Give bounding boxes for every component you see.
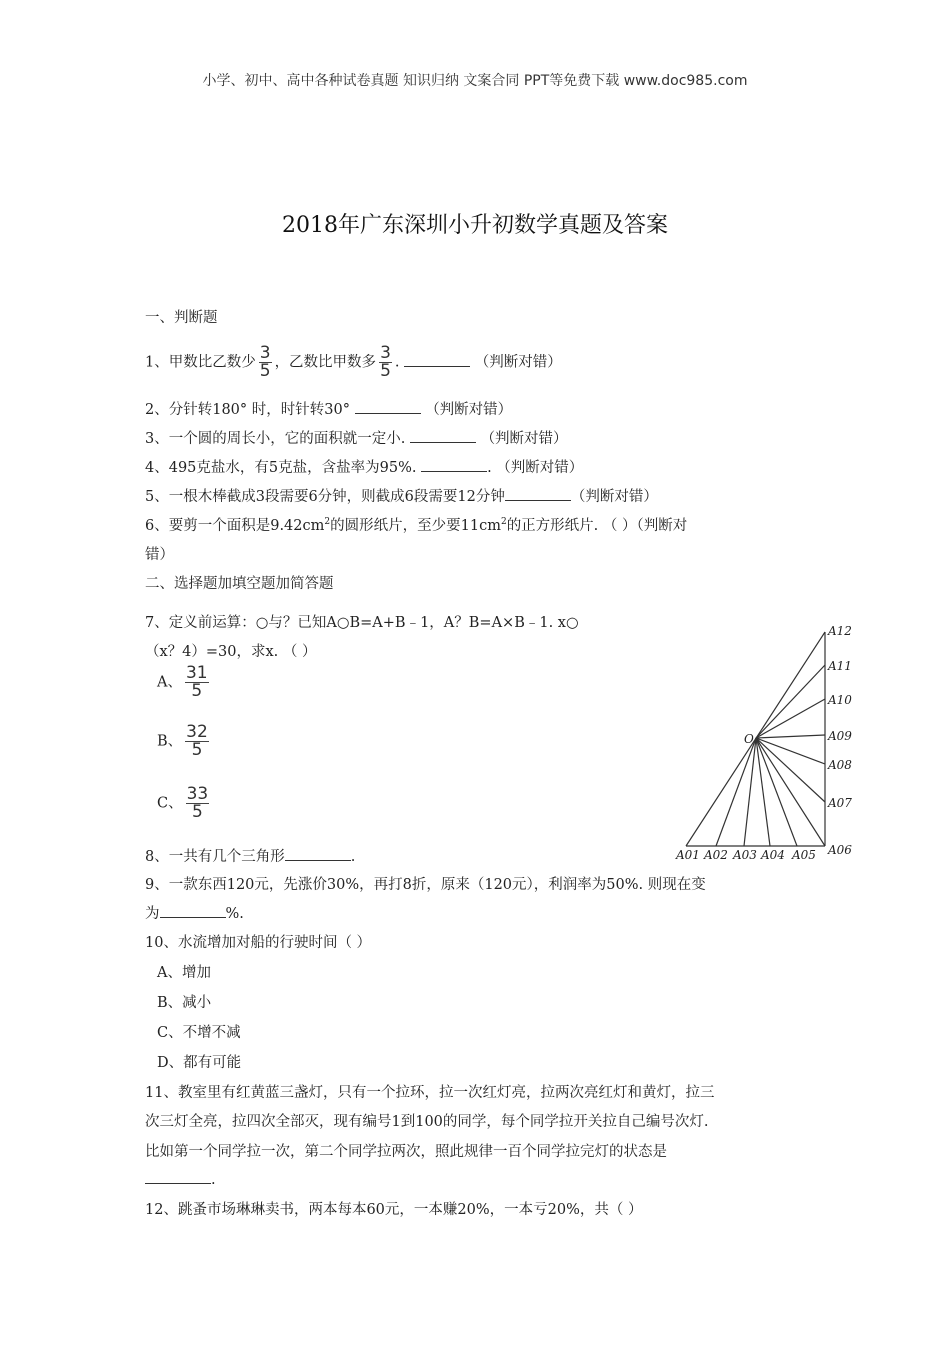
answer-blank[interactable] bbox=[285, 846, 351, 861]
question-2: 2、分针转180° 时，时针转30° （判断对错） bbox=[145, 398, 512, 419]
section-heading-2: 二、选择题加填空题加简答题 bbox=[145, 576, 334, 592]
fraction-3-5: $\frac{3}{5}$ bbox=[380, 343, 391, 381]
label-bottom: A05 bbox=[792, 848, 816, 862]
q7-option-c[interactable]: C、 $\frac{33}{5}$ bbox=[157, 784, 209, 822]
question-11-l2: 次三灯全亮，拉四次全部灭，现有编号1到100的同学，每个同学拉开关拉自己编号次灯. bbox=[145, 1114, 709, 1130]
question-10: 10、水流增加对船的行驶时间（ ） bbox=[145, 935, 372, 951]
question-11-l4: . bbox=[145, 1169, 216, 1188]
label-apex: O bbox=[744, 732, 754, 746]
label-right: A08 bbox=[828, 758, 852, 772]
figure-lines bbox=[686, 632, 825, 846]
question-5: 5、一根木棒截成3段需要6分钟，则截成6段需要12分钟 （判断对错） bbox=[145, 485, 658, 506]
fraction-3-5: $\frac{3}{5}$ bbox=[259, 343, 271, 381]
q10-option-d[interactable]: D、都有可能 bbox=[157, 1055, 242, 1071]
page-title: 2018年广东深圳小升初数学真题及答案 bbox=[282, 213, 668, 238]
q10-option-c[interactable]: C、不增不减 bbox=[157, 1025, 241, 1041]
question-6: 6、要剪一个面积是$9.42cm^2$的圆形纸片，至少要$11cm^2$的正方形纸片. （ ）（判断对 bbox=[145, 517, 688, 534]
question-6-cont: 错） bbox=[145, 547, 174, 563]
q10-option-a[interactable]: A、增加 bbox=[157, 965, 211, 981]
question-3: 3、一个圆的周长小，它的面积就一定小. （判断对错） bbox=[145, 427, 568, 448]
question-1: 1、甲数比乙数少 $\frac{3}{5}$ ，乙数比甲数多 $\frac{3}{5}$ . （判断对错） bbox=[145, 343, 562, 381]
label-right: A11 bbox=[828, 659, 852, 673]
page-header: 小学、初中、高中各种试卷真题 知识归纳 文案合同 PPT等免费下载 www.doc985.com bbox=[202, 73, 748, 89]
question-7-cont: （x？4）=30，求x. （ ） bbox=[145, 644, 317, 660]
question-7: 7、定义前运算：○与？已知A○B=A+B﹣1，A？B=A×B﹣1. x○ bbox=[145, 615, 579, 631]
label-bottom: A04 bbox=[761, 848, 785, 862]
label-bottom: A02 bbox=[704, 848, 728, 862]
question-4: 4、495克盐水，有5克盐，含盐率为95%. . （判断对错） bbox=[145, 456, 583, 477]
q7-option-a[interactable]: A、 $\frac{31}{5}$ bbox=[157, 663, 208, 701]
answer-blank[interactable] bbox=[145, 1169, 211, 1184]
answer-blank[interactable] bbox=[505, 486, 571, 501]
answer-blank[interactable] bbox=[410, 428, 476, 443]
answer-blank[interactable] bbox=[355, 399, 421, 414]
section-heading-1: 一、判断题 bbox=[145, 310, 218, 326]
triangle-figure bbox=[672, 620, 872, 864]
question-11-l3: 比如第一个同学拉一次，第二个同学拉两次，照此规律一百个同学拉完灯的状态是 bbox=[145, 1144, 667, 1160]
label-right: A09 bbox=[828, 729, 852, 743]
label-right: A12 bbox=[828, 624, 852, 638]
label-right: A10 bbox=[828, 693, 852, 707]
question-8: 8、一共有几个三角形 . bbox=[145, 845, 355, 866]
label-right: A06 bbox=[828, 843, 852, 857]
question-9-cont: 为 %. bbox=[145, 902, 244, 923]
q7-option-b[interactable]: B、 $\frac{32}{5}$ bbox=[157, 722, 208, 760]
answer-blank[interactable] bbox=[421, 457, 487, 472]
label-right: A07 bbox=[828, 796, 852, 810]
label-bottom: A01 bbox=[676, 848, 700, 862]
label-bottom: A03 bbox=[733, 848, 757, 862]
question-12: 12、跳蚤市场琳琳卖书，两本每本60元，一本赚20%，一本亏20%，共（ ） bbox=[145, 1202, 643, 1218]
answer-blank[interactable] bbox=[160, 903, 226, 918]
q10-option-b[interactable]: B、减小 bbox=[157, 995, 212, 1011]
question-11: 11、教室里有红黄蓝三盏灯，只有一个拉环，拉一次红灯亮，拉两次亮红灯和黄灯，拉三 bbox=[145, 1085, 715, 1101]
answer-blank[interactable] bbox=[404, 352, 470, 367]
question-9: 9、一款东西120元，先涨价30%，再打8折，原来（120元），利润率为50%. 则现在变 bbox=[145, 877, 706, 893]
